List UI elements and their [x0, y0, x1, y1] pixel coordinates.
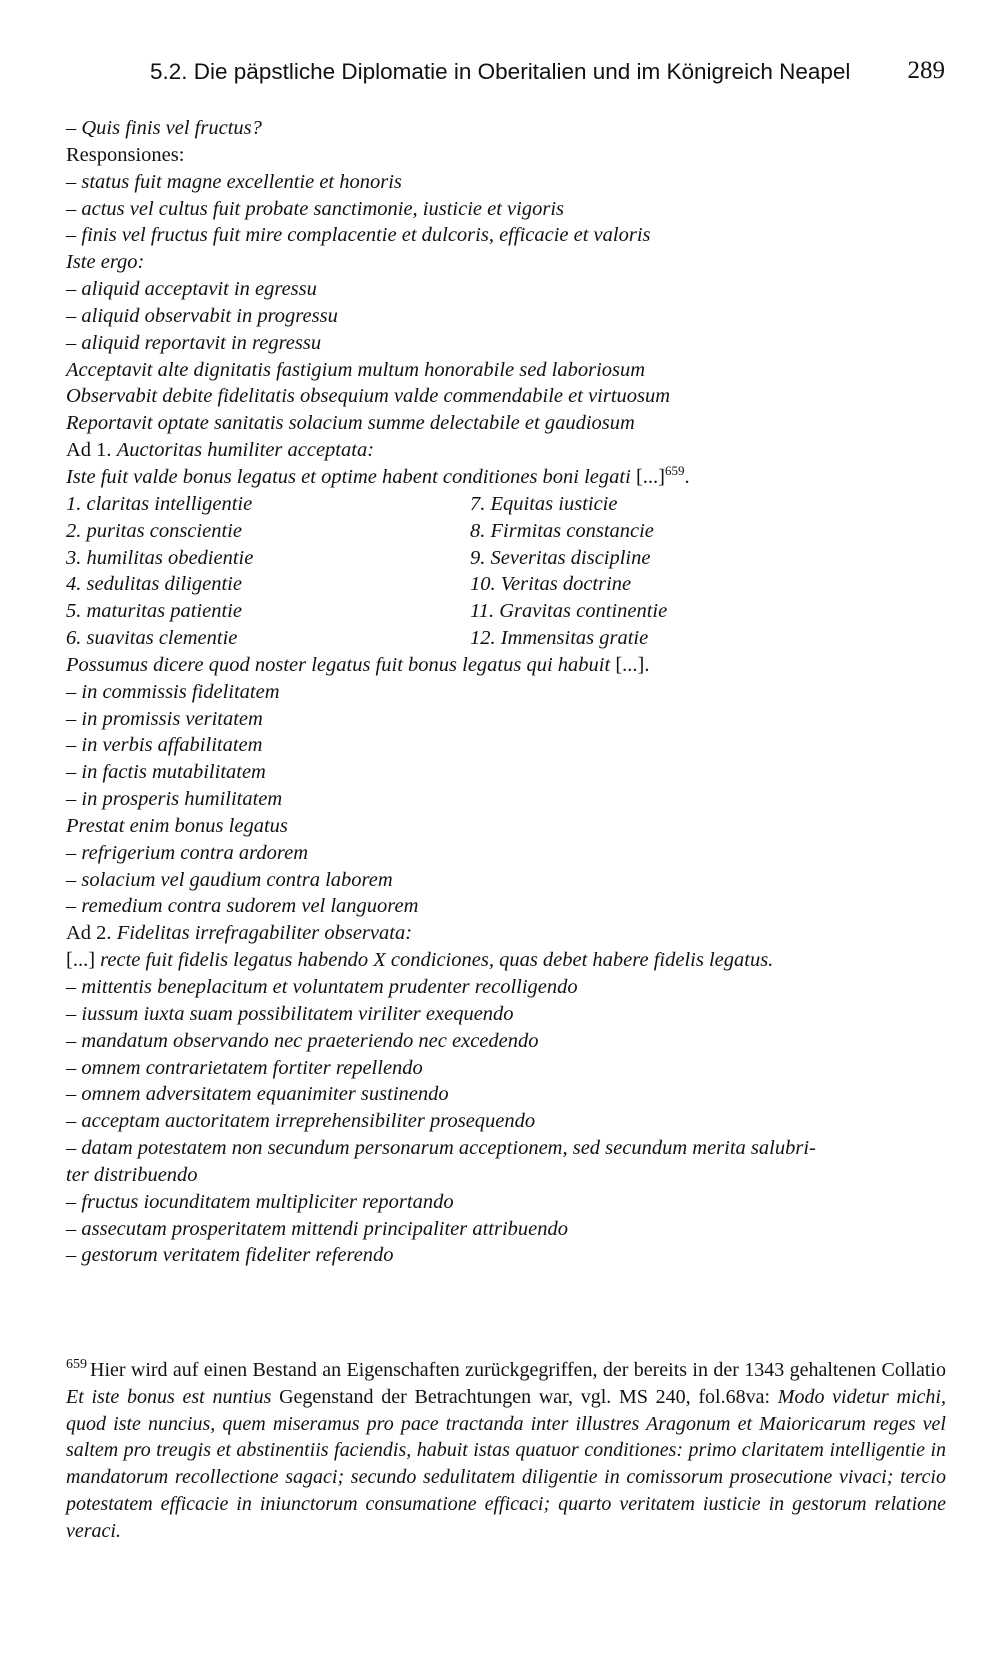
- virtue-left: 6. suavitas clementie: [66, 627, 238, 650]
- virtues-list: [66, 491, 946, 652]
- virtue-left: 3. humilitas obedientie: [66, 546, 254, 569]
- text-line: – actus vel cultus fuit probate sanctimonie, iusticie et vigoris: [66, 197, 564, 220]
- iste-fuit-bracket: [...]: [635, 465, 665, 488]
- text-line: – remedium contra sudorem vel languorem: [66, 895, 419, 918]
- text-line: – mittentis beneplacitum et voluntatem prudenter recolligendo: [66, 976, 578, 998]
- text-line: – assecutam prosperitatem mittendi principaliter attribuendo: [66, 1217, 569, 1240]
- text-block-a: [66, 115, 946, 437]
- text-line: – status fuit magne excellentie et honoris: [66, 170, 402, 193]
- footnote-quote: Modo videtur michi, quod iste nuncius, quem miseramus pro pace tractanda inter illustres Aragonum et Maioricarum reges vel saltem pro treugis et abstinentiis faciendis, habuit istas quatuor conditiones: primo claritatem intelligentie in mandatorum recollectione sagaci; secundo sedulitatem diligentie in comissorum prosecutione vivaci; tercio potestatem efficacie in iniunctorum consumatione efficaci; quarto veritatem iusticie in gestorum relatione veraci.: [66, 1385, 946, 1542]
- text-line: ter distribuendo: [66, 1163, 198, 1186]
- possumus-text: Possumus dicere quod noster legatus fuit bonus legatus qui habuit: [66, 653, 616, 676]
- text-line: – mandatum observando nec praeteriendo nec excedendo: [66, 1029, 539, 1052]
- text-line: – in verbis affabilitatem: [66, 734, 263, 757]
- text-line: – in promissis veritatem: [66, 707, 263, 730]
- footnote-number: 659: [66, 1357, 87, 1372]
- text-line: Prestat enim bonus legatus: [66, 814, 288, 837]
- virtue-row: [66, 625, 946, 652]
- virtue-left: 1. claritas intelligentie: [66, 492, 253, 515]
- virtue-row: [66, 545, 946, 572]
- possumus-bracket: [...].: [615, 653, 650, 676]
- recte-line: [66, 947, 946, 974]
- virtue-row: [66, 518, 946, 545]
- possumus-line: [66, 652, 946, 679]
- text-line: – in prosperis humilitatem: [66, 788, 283, 811]
- virtue-right: 10. Veritas doctrine: [470, 573, 632, 596]
- virtue-right: 12. Immensitas gratie: [470, 627, 649, 650]
- main-text: [66, 115, 946, 1269]
- text-line: Observabit debite fidelitatis obsequium valde commendabile et virtuosum: [66, 385, 671, 408]
- virtue-left: 4. sedulitas diligentie: [66, 573, 242, 596]
- virtue-left: 2. puritas conscientie: [66, 519, 242, 542]
- virtue-right: 11. Gravitas continentie: [470, 600, 668, 623]
- text-line: Reportavit optate sanitatis solacium summe delectabile et gaudiosum: [66, 412, 635, 435]
- text-line: – in factis mutabilitatem: [66, 761, 266, 784]
- text-line: – omnem adversitatem equanimiter sustinendo: [66, 1083, 449, 1106]
- text-line: – aliquid reportavit in regressu: [66, 331, 322, 354]
- text-line: Responsiones:: [66, 143, 185, 166]
- ad2-prefix: Ad 2.: [66, 922, 117, 945]
- iste-fuit-line: [66, 464, 946, 491]
- text-line: – acceptam auctoritatem irreprehensibiliter prosequendo: [66, 1110, 536, 1133]
- running-header-title: 5.2. Die päpstliche Diplomatie in Oberitalien und im Königreich Neapel: [150, 59, 851, 84]
- footnote-ref: 659: [664, 462, 685, 478]
- running-header: [150, 55, 945, 95]
- iste-fuit-end: .: [684, 465, 690, 488]
- footnote-text-1: Hier wird auf einen Bestand an Eigenschaften zurückgegriffen, der bereits in der 1343 gehaltenen Collatio: [90, 1359, 946, 1381]
- text-line: – iussum iuxta suam possibilitatem viriliter exequendo: [66, 1002, 514, 1025]
- ad1-prefix: Ad 1.: [66, 439, 117, 462]
- text-block-c: [66, 974, 946, 1269]
- text-line: – gestorum veritatem fideliter referendo: [66, 1244, 394, 1267]
- ad1-heading: [66, 437, 946, 464]
- text-line: – aliquid observabit in progressu: [66, 304, 338, 327]
- recte-bracket: [...]: [66, 949, 101, 972]
- text-line: – finis vel fructus fuit mire complacentie et dulcoris, efficacie et valoris: [66, 224, 651, 247]
- ad2-heading: [66, 920, 946, 947]
- text-block-b: [66, 679, 946, 921]
- text-line: – omnem contrarietatem fortiter repellendo: [66, 1056, 423, 1079]
- text-line: – Quis finis vel fructus?: [66, 117, 262, 139]
- footnote-title: Et iste bonus est nuntius: [66, 1385, 272, 1408]
- iste-fuit-text: Iste fuit valde bonus legatus et optime habent conditiones boni legati: [66, 465, 636, 488]
- text-line: – in commissis fidelitatem: [66, 680, 280, 703]
- virtue-right: 9. Severitas discipline: [470, 546, 651, 569]
- virtue-left: 5. maturitas patientie: [66, 600, 242, 623]
- virtue-row: [66, 571, 946, 598]
- text-line: – solacium vel gaudium contra laborem: [66, 868, 393, 891]
- virtue-right: 7. Equitas iusticie: [470, 492, 618, 515]
- footnote-text-2: Gegenstand der Betrachtungen war, vgl. MS 240, fol.68va:: [271, 1385, 778, 1408]
- virtue-row: [66, 491, 946, 518]
- text-line: – fructus iocunditatem multipliciter reportando: [66, 1190, 454, 1213]
- text-line: – aliquid acceptavit in egressu: [66, 278, 317, 301]
- text-line: – datam potestatem non secundum personarum acceptionem, sed secundum merita salubri-: [66, 1137, 816, 1160]
- virtue-row: [66, 598, 946, 625]
- ad2-text: Fidelitas irrefragabiliter observata:: [116, 922, 413, 945]
- ad1-text: Auctoritas humiliter acceptata:: [116, 439, 375, 462]
- virtue-right: 8. Firmitas constancie: [470, 519, 654, 542]
- footnote: [66, 1357, 946, 1545]
- text-line: Acceptavit alte dignitatis fastigium multum honorabile sed laboriosum: [66, 358, 646, 381]
- recte-text: recte fuit fidelis legatus habendo X condiciones, quas debet habere fidelis legatus.: [100, 949, 774, 972]
- text-line: – refrigerium contra ardorem: [66, 841, 308, 864]
- text-line: Iste ergo:: [66, 251, 145, 274]
- page-number: 289: [907, 57, 945, 84]
